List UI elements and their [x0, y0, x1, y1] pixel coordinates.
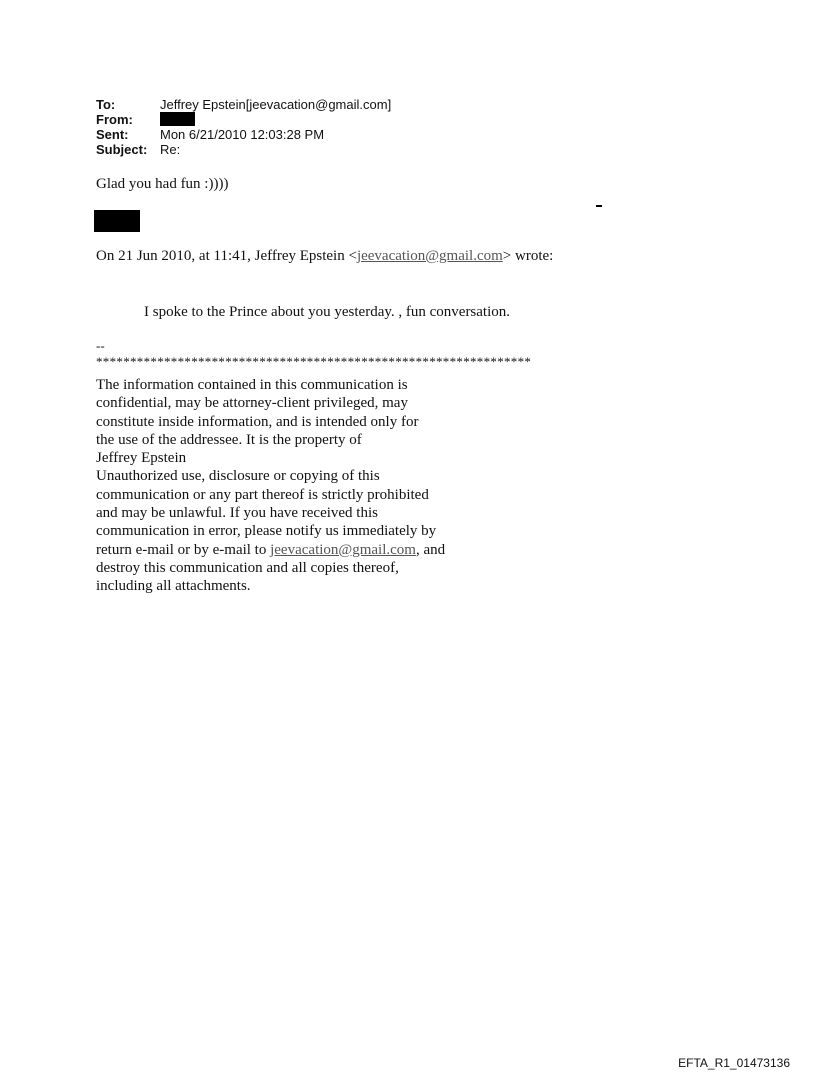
notify-suffix: , and [415, 541, 446, 558]
signature-separator: -- [96, 338, 105, 353]
disclaimer-line: The information contained in this communication is [96, 377, 408, 393]
signature-asterisk-line: **************************************************************** [96, 354, 532, 369]
sent-value: Mon 6/21/2010 12:03:28 PM [160, 127, 325, 142]
disclaimer-notify-line [96, 541, 445, 559]
quote-intro [96, 248, 553, 265]
redaction-box [160, 112, 195, 126]
sent-row [96, 127, 391, 142]
notify-email-link[interactable]: jeevacation@gmail.com [270, 541, 416, 558]
disclaimer-line: constitute inside information, and is intended only for [96, 413, 419, 430]
disclaimer-line: communication or any part thereof is strictly prohibited [96, 486, 429, 503]
to-row [96, 97, 391, 112]
stray-mark [596, 205, 602, 207]
greeting-line: Glad you had fun :)))) [96, 176, 229, 192]
to-label: To: [96, 97, 116, 112]
disclaimer-line: communication in error, please notify us immediately by [96, 523, 437, 540]
disclaimer-line: the use of the addressee. It is the property of [96, 431, 362, 448]
subject-label: Subject: [96, 142, 148, 157]
email-header [96, 97, 391, 157]
from-label: From: [96, 112, 133, 127]
disclaimer-line: destroy this communication and all copies thereof, [96, 559, 399, 576]
confidentiality-disclaimer [96, 376, 445, 596]
sent-label: Sent: [96, 127, 129, 142]
subject-value: Re: [160, 142, 181, 157]
subject-row [96, 142, 391, 157]
quoted-message: I spoke to the Prince about you yesterday. , fun conversation. [144, 304, 511, 320]
quote-intro-suffix: > wrote: [502, 248, 554, 264]
disclaimer-line: and may be unlawful. If you have received this [96, 505, 378, 522]
from-value [160, 112, 195, 127]
disclaimer-line: including all attachments. [96, 578, 251, 595]
disclaimer-line: Unauthorized use, disclosure or copying of this [96, 468, 380, 485]
to-value: Jeffrey Epstein[jeevacation@gmail.com] [160, 97, 392, 112]
redacted-signature-block [94, 210, 140, 232]
disclaimer-line: confidential, may be attorney-client privileged, may [96, 395, 408, 412]
notify-prefix: return e-mail or by e-mail to [96, 541, 271, 558]
from-row [96, 112, 391, 127]
quote-intro-prefix: On 21 Jun 2010, at 11:41, Jeffrey Epstein < [96, 248, 357, 264]
disclaimer-line: Jeffrey Epstein [96, 450, 187, 467]
sender-email-link[interactable]: jeevacation@gmail.com [356, 248, 503, 264]
document-id: EFTA_R1_01473136 [678, 1056, 790, 1070]
